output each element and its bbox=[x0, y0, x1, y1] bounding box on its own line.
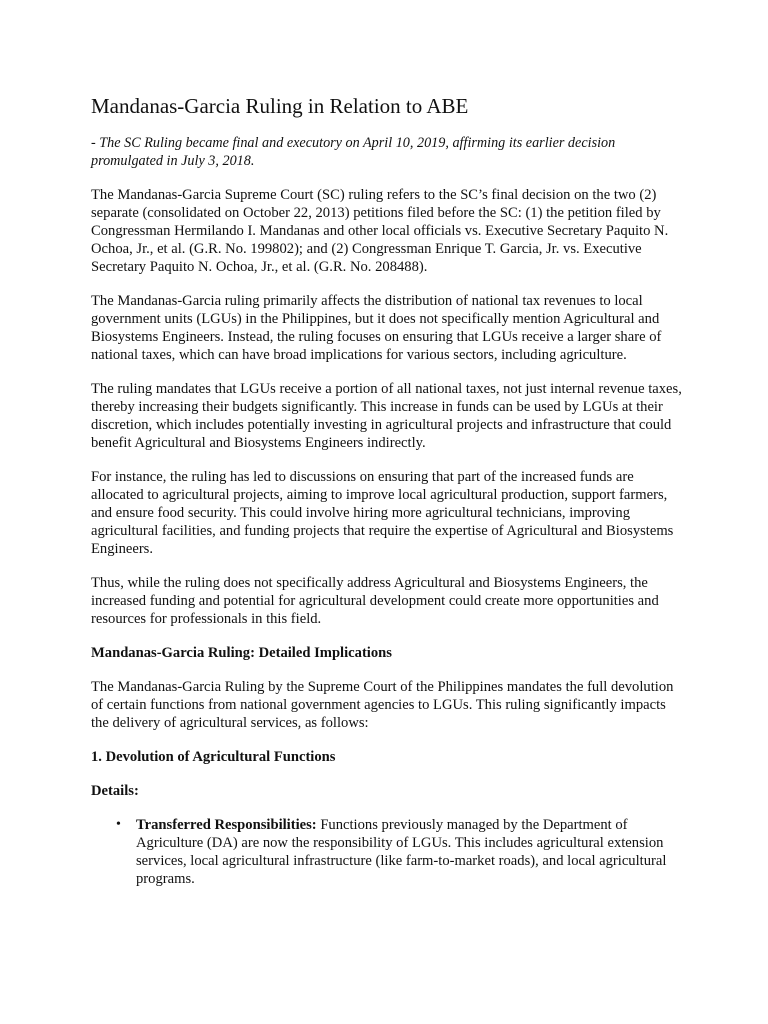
list-item-label: Transferred Responsibilities: bbox=[136, 817, 317, 833]
subsection-heading: 1. Devolution of Agricultural Functions bbox=[91, 749, 336, 765]
paragraph-agricultural-projects: For instance, the ruling has led to discussions on ensuring that part of the increased funds are allocated to agricultural projects, aiming to improve local agricultural production, support farmers, and ensure food security. This could involve hiring more agricultural technicians, improving agricultural facilities, and funding projects that require the expertise of Agricultural and Biosystems Engineers. bbox=[91, 469, 674, 557]
document-subtitle: - The SC Ruling became final and executory on April 10, 2019, affirming its earlier decision promulgated in July 3, 2018. bbox=[91, 135, 616, 169]
details-list bbox=[91, 816, 683, 888]
paragraph-conclusion: Thus, while the ruling does not specifically address Agricultural and Biosystems Engineers, the increased funding and potential for agricultural development could create more opportunities and resources for professionals in this field. bbox=[91, 575, 659, 627]
paragraph-petitions: The Mandanas-Garcia Supreme Court (SC) ruling refers to the SC’s final decision on the two (2) separate (consolidated on October 22, 2013) petitions filed before the SC: (1) the petition filed by Congressman Hermilando I. Mandanas and other local officials vs. Executive Secretary Paquito N. Ochoa, Jr., et al. (G.R. No. 199802); and (2) Congressman Enrique T. Garcia, Jr. vs. Executive Secretary Paquito N. Ochoa, Jr., et al. (G.R. No. 208488). bbox=[91, 187, 669, 275]
document-title: Mandanas-Garcia Ruling in Relation to ABE bbox=[91, 94, 469, 118]
details-label: Details: bbox=[91, 783, 139, 799]
list-item-text: Functions previously managed by the Department of Agriculture (DA) are now the responsibility of LGUs. This includes agricultural extension services, local agricultural infrastructure (like farm-to-market roads), and local agricultural programs. bbox=[136, 817, 667, 887]
document-body bbox=[91, 93, 683, 888]
bullet-marker: • bbox=[116, 817, 121, 832]
list-item bbox=[116, 816, 683, 888]
paragraph-lgu-share: The ruling mandates that LGUs receive a portion of all national taxes, not just internal revenue taxes, thereby increasing their budgets significantly. This increase in funds can be used by LGUs at their discretion, which includes potentially investing in agricultural projects and infrastructure that could benefit Agricultural and Biosystems Engineers indirectly. bbox=[91, 381, 682, 451]
paragraph-tax-distribution: The Mandanas-Garcia ruling primarily affects the distribution of national tax revenues to local government units (LGUs) in the Philippines, but it does not specifically mention Agricultural and Biosystems Engineers. Instead, the ruling focuses on ensuring that LGUs receive a larger share of national taxes, which can have broad implications for various sectors, including agriculture. bbox=[91, 293, 662, 363]
section-heading: Mandanas-Garcia Ruling: Detailed Implications bbox=[91, 645, 392, 661]
section-paragraph: The Mandanas-Garcia Ruling by the Supreme Court of the Philippines mandates the full devolution of certain functions from national government agencies to LGUs. This ruling significantly impacts the delivery of agricultural services, as follows: bbox=[91, 679, 674, 731]
